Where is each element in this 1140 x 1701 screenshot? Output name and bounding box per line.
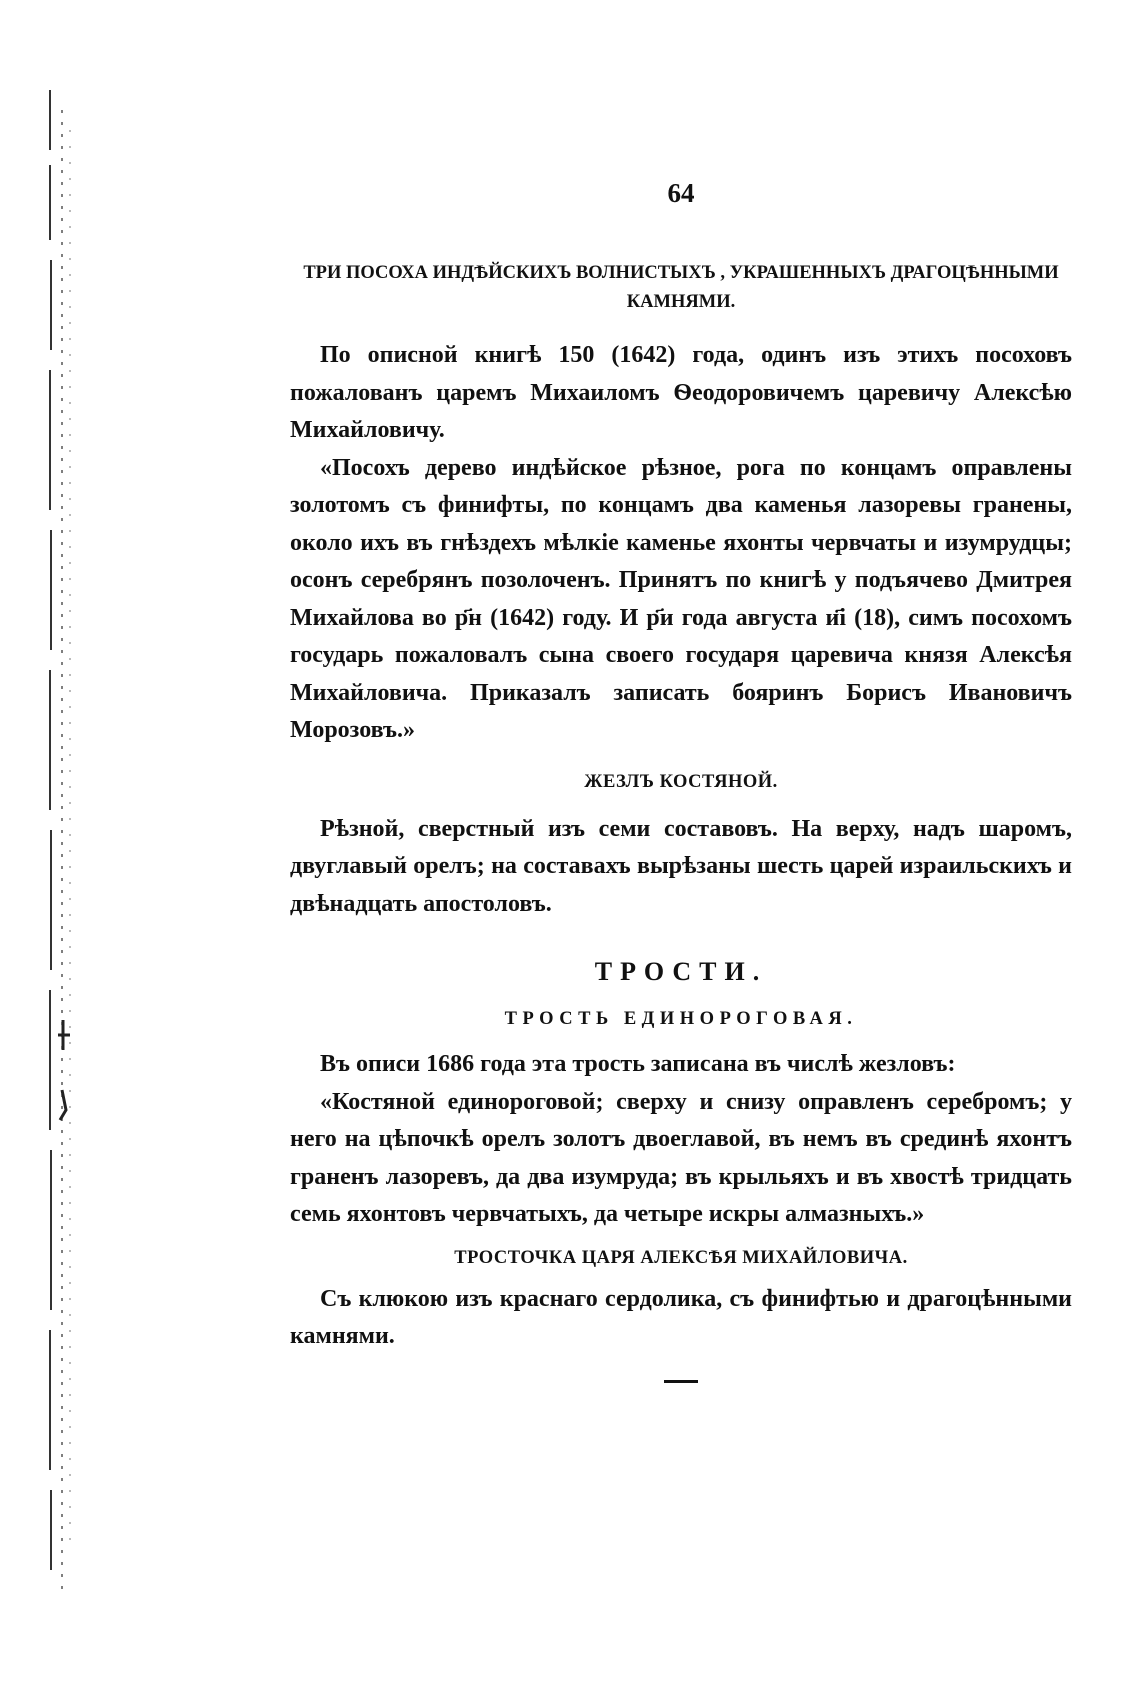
section-heading-staffs: ТРИ ПОСОХА ИНДѢЙСКИХЪ ВОЛНИСТЫХЪ , УКРАШЕННЫХЪ ДРАГОЦѢННЫМИ КАМНЯМИ. [303,263,1059,312]
paragraph-tsar-cane: Съ клюкою изъ краснаго сердолика, съ финифтью и драгоцѣнными камнями. [290,1285,1072,1349]
subsection-tsar-cane [290,1248,1072,1356]
scan-edge-marks [46,90,76,1610]
subsection-heading-unicorn-cane: ТРОСТЬ ЕДИНОРОГОВАЯ. [504,1009,858,1029]
paragraph-bone-rod: Рѣзной, сверстный изъ семи составовъ. На верху, надъ шаромъ, двуглавый орелъ; на составахъ вырѣзаны шесть царей израильскихъ и двѣнадцать апостоловъ. [290,815,1072,917]
book-page [290,178,1072,1383]
section-staffs [290,259,1072,750]
section-canes [290,957,1072,1356]
paragraph-staffs-quote: «Посохъ дерево индѣйское рѣзное, рога по концамъ оправлены золотомъ съ финифты, по концамъ два каменья лазоревы гранены, около ихъ въ гнѣздехъ мѣлкіе каменье яхонты червчаты и изумрудцы; осонъ серебрянъ позолоченъ. Принятъ по книгѣ у подъячево Дмитрея Михайлова во р҃н (1642) году. И р҃и года августа и҃і (18), симъ посохомъ государь пожаловалъ сына своего государя царевича князя Алексѣя Михайловича. Приказалъ записать бояринъ Борисъ Ивановичъ Морозовъ.» [290,454,1072,743]
paragraph-unicorn-cane-intro: Въ описи 1686 года эта трость записана въ числѣ жезловъ: [320,1051,956,1077]
section-bone-rod [290,772,1072,924]
end-rule [664,1380,698,1383]
subsection-heading-tsar-cane: ТРОСТОЧКА ЦАРЯ АЛЕКСѢЯ МИХАЙЛОВИЧА. [454,1247,908,1268]
paragraph-unicorn-cane-quote: «Костяной единороговой; сверху и снизу оправленъ серебромъ; у него на цѣпочкѣ орелъ золотъ двоеглавой, въ немъ въ срединѣ яхонтъ граненъ лазоревъ, да два изумруда; въ крыльяхъ и въ хвостѣ тридцать семь яхонтовъ червчатыхъ, да четыре искры алмазныхъ.» [290,1088,1072,1227]
subsection-unicorn-cane [290,1009,1072,1234]
page-number: 64 [667,178,695,208]
section-heading-canes: ТРОСТИ. [594,957,768,986]
section-heading-bone-rod: ЖЕЗЛЪ КОСТЯНОЙ. [584,771,778,792]
paragraph-staffs-intro: По описной книгѣ 150 (1642) года, одинъ изъ этихъ посоховъ пожалованъ царемъ Михаиломъ Ѳеодоровичемъ царевичу Алексѣю Михайловичу. [290,342,1072,443]
